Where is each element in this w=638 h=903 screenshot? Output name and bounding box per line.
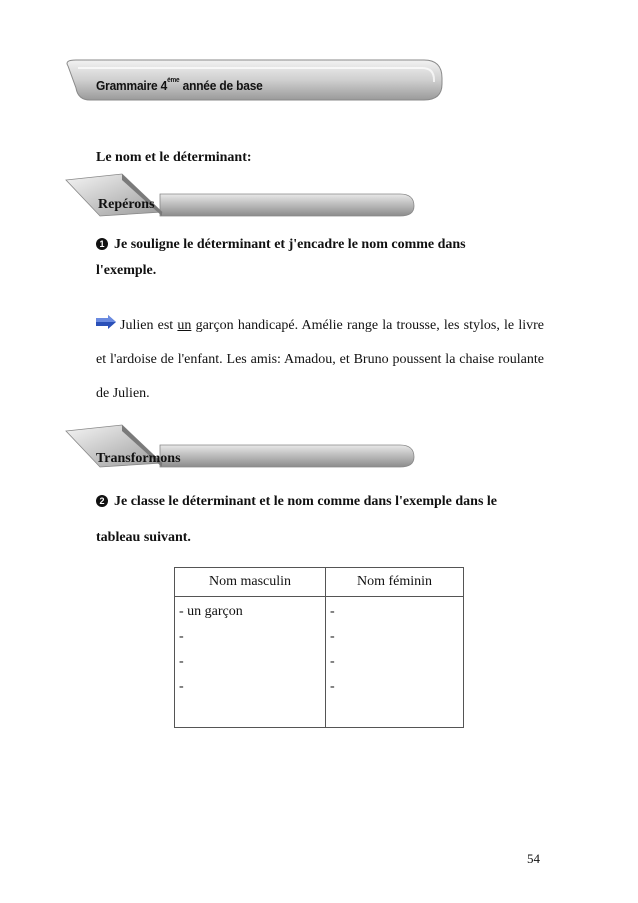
table-cell: - xyxy=(330,629,335,644)
page-number: 54 xyxy=(527,851,540,866)
example-paragraph: Julien est un garçon handicapé. Amélie range la trousse, les stylos, le livre et l'ardoise de l'enfant. Les amis: Amadou, et Bruno poussent la chaise roulante de Julien. xyxy=(96,309,544,411)
instruction-1: 1 Je souligne le déterminant et j'encadre le nom comme dans l'exemple. xyxy=(96,237,466,278)
number-2-icon: 2 xyxy=(96,495,108,507)
underlined-determinant: un xyxy=(177,318,192,334)
noun-table xyxy=(174,567,464,728)
column-feminin xyxy=(326,597,464,728)
table-cell: - un garçon xyxy=(179,604,243,619)
number-1-icon: 1 xyxy=(96,238,108,250)
table-cell: - xyxy=(330,604,335,619)
table-cell: - xyxy=(179,654,184,669)
section-label-transformons: Transformons xyxy=(96,451,181,466)
arrow-bullet-icon xyxy=(96,309,116,343)
table-cell: - xyxy=(330,679,335,694)
header-nom-feminin: Nom féminin xyxy=(326,568,464,597)
section-label-reperons: Repérons xyxy=(98,197,155,212)
header-nom-masculin: Nom masculin xyxy=(175,568,326,597)
column-masculin xyxy=(175,597,326,728)
table-cell: - xyxy=(330,654,335,669)
table-cell: - xyxy=(179,629,184,644)
instruction-2: 2 Je classe le déterminant et le nom comme dans l'exemple dans le tableau suivant. xyxy=(96,494,497,545)
lesson-title: Le nom et le déterminant: xyxy=(96,150,252,165)
header-title: Grammaire 4ème année de base xyxy=(96,76,263,93)
table-cell: - xyxy=(179,679,184,694)
